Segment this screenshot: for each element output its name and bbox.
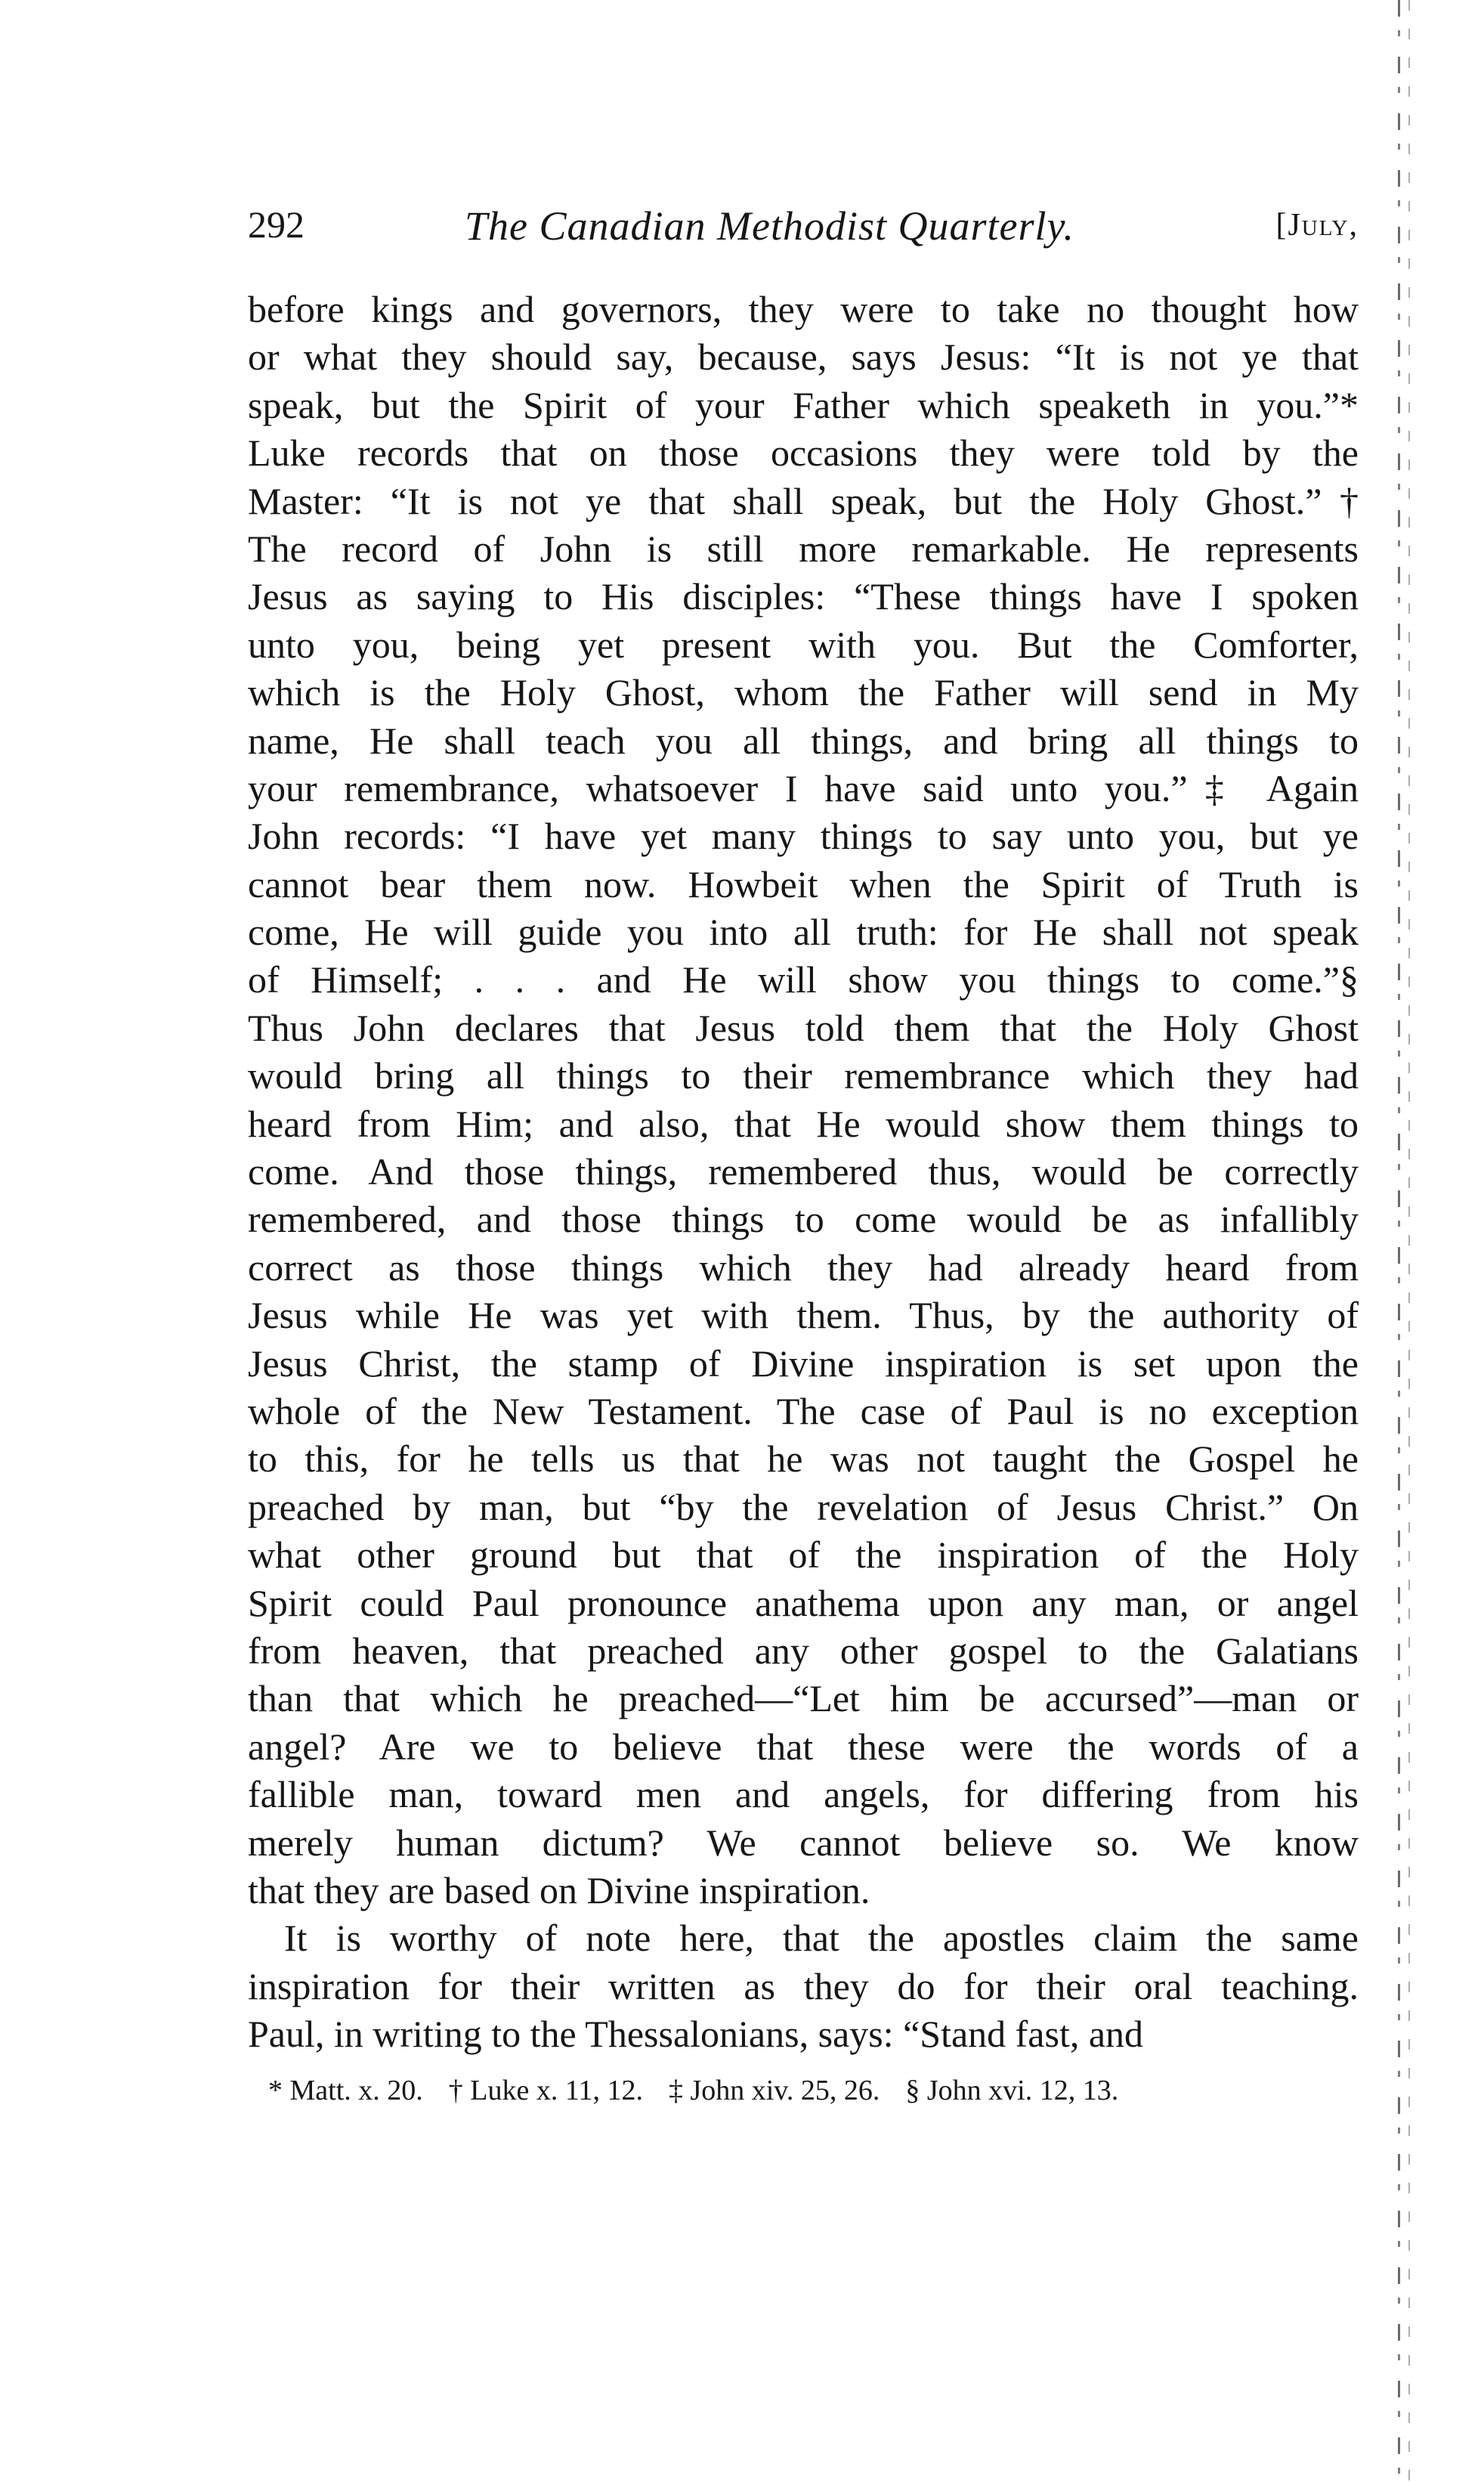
text-line: speak, but the Spirit of your Father which speaketh in you.”* bbox=[248, 383, 1359, 426]
page-edge-shadow-secondary bbox=[1408, 0, 1410, 2482]
text-line: inspiration for their written as they do for their oral teaching. bbox=[248, 1964, 1359, 2007]
text-line: merely human dictum? We cannot believe so. We know bbox=[248, 1821, 1359, 1864]
text-line: from heaven, that preached any other gospel to the Galatians bbox=[248, 1629, 1359, 1672]
text-line: Luke records that on those occasions they were told by the bbox=[248, 432, 1359, 475]
text-line: what other ground but that of the inspiration of the Holy bbox=[248, 1533, 1359, 1577]
text-line: Master: “It is not ye that shall speak, but the Holy Ghost.”† bbox=[248, 479, 1359, 522]
footnote: ‡ John xiv. 25, 26. bbox=[668, 2075, 880, 2106]
text-line: angel? Are we to believe that these were the words of a bbox=[248, 1725, 1359, 1768]
text-line: cannot bear them now. Howbeit when the Spirit of Truth is bbox=[248, 862, 1359, 905]
text-line: The record of John is still more remarkable. He represents bbox=[248, 527, 1359, 570]
paragraph bbox=[248, 286, 1359, 1914]
text-line: Spirit could Paul pronounce anathema upon any man, or angel bbox=[248, 1581, 1359, 1624]
text-line: or what they should say, because, says Jesus: “It is not ye that bbox=[248, 336, 1359, 379]
text-line: name, He shall teach you all things, and bring all things to bbox=[248, 719, 1359, 762]
text-line: unto you, being yet present with you. But the Comforter, bbox=[248, 623, 1359, 666]
text-line: your remembrance, whatsoever I have said unto you.”‡ Again bbox=[248, 766, 1359, 809]
text-line: It is worthy of note here, that the apostles claim the same bbox=[284, 1917, 1359, 1960]
running-header bbox=[248, 203, 1359, 263]
text-line: would bring all things to their remembrance which they had bbox=[248, 1054, 1359, 1097]
text-line: heard from Him; and also, that He would show them things to bbox=[248, 1102, 1359, 1145]
running-title: The Canadian Methodist Quarterly. bbox=[465, 203, 1074, 249]
footnotes bbox=[268, 2074, 1356, 2107]
text-line: that they are based on Divine inspiration. bbox=[248, 1868, 870, 1911]
text-line: whole of the New Testament. The case of Paul is no exception bbox=[248, 1389, 1359, 1432]
text-line: remembered, and those things to come would be as infallibly bbox=[248, 1198, 1359, 1241]
text-line: Paul, in writing to the Thessalonians, says: “Stand fast, and bbox=[248, 2013, 1144, 2056]
text-line: fallible man, toward men and angels, for differing from his bbox=[248, 1773, 1359, 1816]
text-line: come. And those things, remembered thus, would be correctly bbox=[248, 1150, 1359, 1193]
text-line: Thus John declares that Jesus told them that the Holy Ghost bbox=[248, 1006, 1359, 1049]
text-line: to this, for he tells us that he was not taught the Gospel he bbox=[248, 1438, 1359, 1481]
text-line: before kings and governors, they were to take no thought how bbox=[248, 288, 1359, 330]
page-number: 292 bbox=[248, 203, 305, 246]
footnote: * Matt. x. 20. bbox=[268, 2075, 423, 2106]
body-text bbox=[248, 286, 1359, 2058]
footnote: † Luke x. 11, 12. bbox=[448, 2075, 643, 2106]
text-line: Jesus while He was yet with them. Thus, by the authority of bbox=[248, 1294, 1359, 1337]
text-line: Jesus as saying to His disciples: “These things have I spoken bbox=[248, 575, 1359, 618]
footnote: § John xvi. 12, 13. bbox=[905, 2075, 1119, 2106]
page-edge-shadow bbox=[1398, 0, 1400, 2482]
text-line: which is the Holy Ghost, whom the Father will send in My bbox=[248, 671, 1359, 714]
running-date: [July, bbox=[1275, 208, 1359, 243]
text-line: correct as those things which they had already heard from bbox=[248, 1246, 1359, 1289]
text-line: come, He will guide you into all truth: for He shall not speak bbox=[248, 911, 1359, 954]
text-line: of Himself; . . . and He will show you things to come.”§ bbox=[248, 958, 1359, 1001]
text-line: John records: “I have yet many things to say unto you, but ye bbox=[248, 815, 1359, 858]
text-line: than that which he preached—“Let him be accursed”—man or bbox=[248, 1677, 1359, 1720]
text-line: Jesus Christ, the stamp of Divine inspiration is set upon the bbox=[248, 1342, 1359, 1385]
paragraph bbox=[248, 1914, 1359, 2058]
text-line: preached by man, but “by the revelation of Jesus Christ.” On bbox=[248, 1485, 1359, 1528]
